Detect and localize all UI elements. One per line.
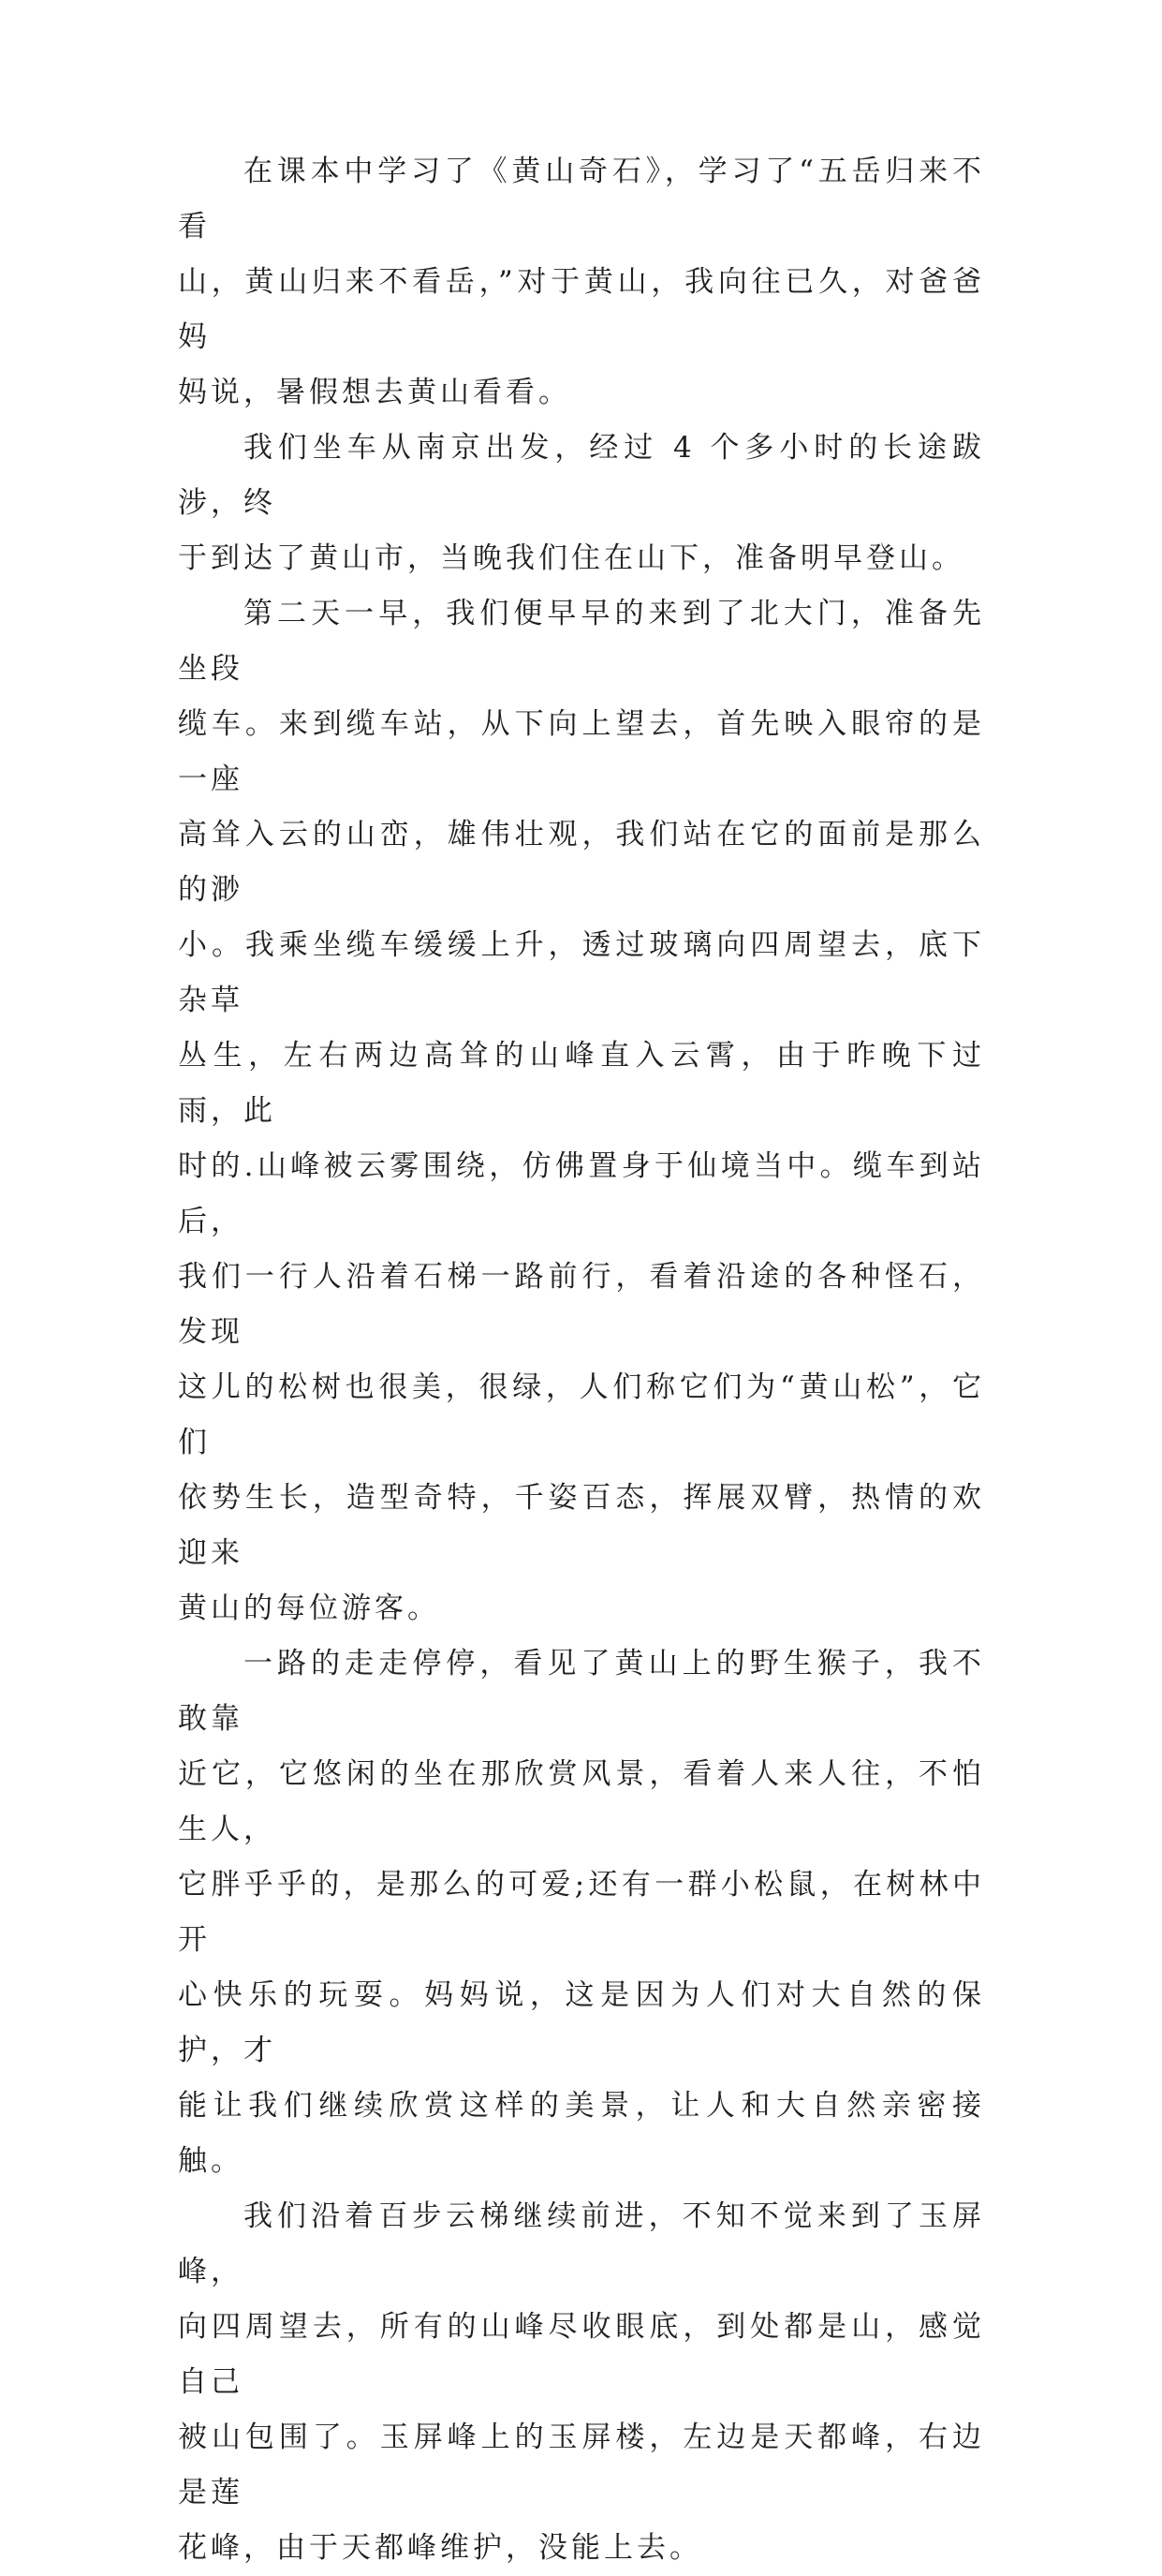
- paragraph-3: 第二天一早，我们便早早的来到了北大门，准备先坐段 缆车。来到缆车站，从下向上望去，首先映入眼帘的是一座 高耸入云的山峦，雄伟壮观，我们站在它的面前是那么的渺 小。我乘坐缆车缓缓上升，透过玻璃向四周望去，底下杂草 丛生，左右两边高耸的山峰直入云霄，由于昨晚下过雨，此 时的.山峰被云雾围绕，仿佛置身于仙境当中。缆车到站后， 我们一行人沿着石梯一路前行，看着沿途的各种怪石，发现 这儿的松树也很美，很绿，人们称它们为“黄山松”，它们 依势生长，造型奇特，千姿百态，挥展双臂，热情的欢迎来 黄山的每位游客。: [178, 597, 985, 1625]
- paragraph-2: 我们坐车从南京出发，经过 4 个多小时的长途跋涉，终 于到达了黄山市，当晚我们住在山下，准备明早登山。: [178, 431, 985, 575]
- paragraph-1: 在课本中学习了《黄山奇石》，学习了“五岳归来不看 山，黄山归来不看岳，”对于黄山，我向往已久，对爸爸妈 妈说，暑假想去黄山看看。: [178, 155, 985, 409]
- paragraph-4: 一路的走走停停，看见了黄山上的野生猴子，我不敢靠 近它，它悠闲的坐在那欣赏风景，看着人来人往，不怕生人， 它胖乎乎的，是那么的可爱;还有一群小松鼠，在树林中开 心快乐的玩耍。妈妈说，这是因为人们对大自然的保护，才 能让我们继续欣赏这样的美景，让人和大自然亲密接触。: [178, 1647, 985, 2178]
- paragraph-5: 我们沿着百步云梯继续前进，不知不觉来到了玉屏峰， 向四周望去，所有的山峰尽收眼底，到处都是山，感觉自己 被山包围了。玉屏峰上的玉屏楼，左边是天都峰，右边是莲 花峰，由于天都峰维护，没能上去。: [178, 2199, 985, 2565]
- document-body: [178, 144, 985, 2576]
